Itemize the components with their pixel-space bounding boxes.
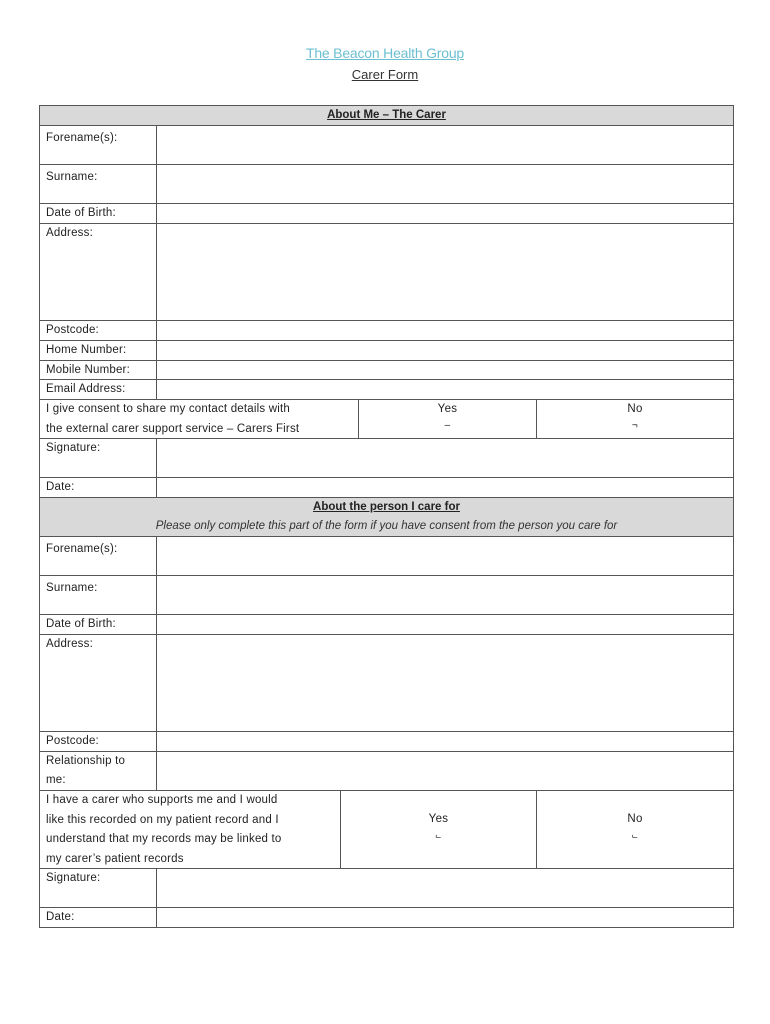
form-title: Carer Form [351,67,419,82]
carer-surname-field[interactable] [157,165,733,203]
carer-consent-row [40,400,733,439]
cared-surname-row [40,576,733,615]
cared-dob-field[interactable] [157,615,733,634]
cared-consent-yes-label: Yes [428,813,449,825]
cared-consent-yes-checkbox[interactable]: ⌐ [435,831,442,842]
cared-consent-text [40,791,341,868]
carer-consent-line-2: the external carer support service – Carers First [46,422,300,435]
cared-forename-field[interactable] [157,537,733,575]
carer-address-label: Address: [40,224,157,320]
cared-consent-line-2: like this recorded on my patient record and I [46,813,279,826]
cared-address-label: Address: [40,635,157,731]
carer-email-label: Email Address: [40,380,157,399]
carer-section-heading: About Me – The Carer [40,106,733,126]
carer-dob-field[interactable] [157,204,733,223]
cared-consent-line-4: my carer’s patient records [46,852,184,865]
carer-address-field[interactable] [157,224,733,320]
carer-email-field[interactable] [157,380,733,399]
cared-consent-no-option[interactable] [537,791,733,868]
carer-date-row [40,478,733,498]
carer-consent-text [40,400,359,438]
cared-dob-row [40,615,733,635]
carer-forename-field[interactable] [157,126,733,164]
carer-postcode-row [40,321,733,341]
cared-consent-row [40,791,733,869]
carer-address-row [40,224,733,321]
cared-consent-line-3: understand that my records may be linked to [46,833,282,845]
organisation-title: The Beacon Health Group [305,45,465,61]
cared-forename-label: Forename(s): [40,537,157,575]
cared-surname-label: Surname: [40,576,157,614]
cared-postcode-field[interactable] [157,732,733,751]
cared-section-heading [40,498,733,537]
cared-address-field[interactable] [157,635,733,731]
carer-dob-label: Date of Birth: [40,204,157,223]
carer-home-number-row [40,341,733,361]
carer-mobile-number-row [40,361,733,380]
carer-consent-yes-option[interactable] [359,400,537,438]
cared-consent-line-1: I have a carer who supports me and I would [46,794,278,806]
carer-date-label: Date: [40,478,157,497]
cared-date-row [40,908,733,927]
cared-postcode-label: Postcode: [40,732,157,751]
cared-signature-field[interactable] [157,869,733,907]
cared-relationship-label-line-1: Relationship to [46,755,126,767]
carer-forename-row [40,126,733,165]
cared-date-field[interactable] [157,908,733,927]
cared-relationship-field[interactable] [157,752,733,790]
cared-signature-row [40,869,733,908]
cared-date-label: Date: [40,908,157,927]
carer-surname-label: Surname: [40,165,157,203]
cared-signature-label: Signature: [40,869,157,907]
carer-date-field[interactable] [157,478,733,497]
carer-form-table [39,105,734,928]
cared-consent-no-checkbox[interactable]: ⌐ [631,831,639,842]
cared-dob-label: Date of Birth: [40,615,157,634]
carer-consent-line-1: I give consent to share my contact details with [46,403,290,415]
carer-signature-label: Signature: [40,439,157,477]
carer-consent-yes-label: Yes [437,403,458,415]
carer-signature-field[interactable] [157,439,733,477]
carer-consent-no-option[interactable] [537,400,733,438]
cared-relationship-row [40,752,733,791]
carer-consent-no-checkbox[interactable]: ¬ [631,420,639,431]
cared-consent-yes-option[interactable] [341,791,537,868]
cared-address-row [40,635,733,732]
carer-postcode-label: Postcode: [40,321,157,340]
cared-relationship-label [40,752,157,790]
cared-forename-row [40,537,733,576]
carer-dob-row [40,204,733,224]
carer-surname-row [40,165,733,204]
carer-home-number-label: Home Number: [40,341,157,360]
cared-section-note: Please only complete this part of the form if you have consent from the person you care for [155,520,618,532]
carer-consent-yes-checkbox[interactable]: – [444,420,451,431]
carer-email-row [40,380,733,400]
cared-surname-field[interactable] [157,576,733,614]
carer-mobile-number-label: Mobile Number: [40,361,157,379]
carer-signature-row [40,439,733,478]
carer-home-number-field[interactable] [157,341,733,360]
cared-relationship-label-line-2: me: [46,774,66,786]
cared-postcode-row [40,732,733,752]
carer-postcode-field[interactable] [157,321,733,340]
cared-section-title: About the person I care for [313,501,460,513]
carer-forename-label: Forename(s): [40,126,157,164]
carer-mobile-number-field[interactable] [157,361,733,379]
carer-consent-no-label: No [627,403,643,415]
cared-consent-no-label: No [627,813,643,825]
